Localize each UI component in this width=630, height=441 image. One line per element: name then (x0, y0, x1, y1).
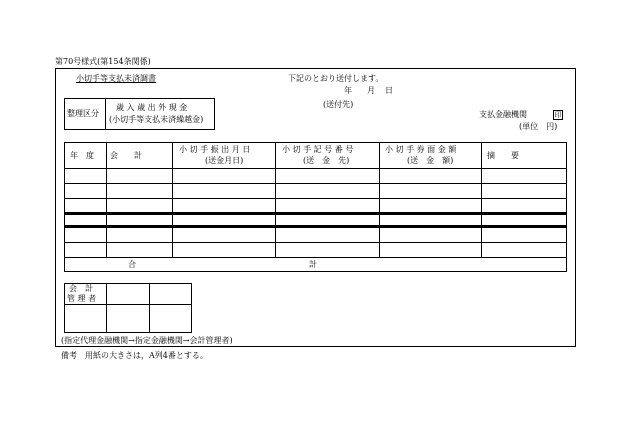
classification-line2: (小切手等支払未済繰越金) (109, 115, 204, 124)
col-check-amount: 小 切 手 券 面 金 額 (385, 145, 457, 154)
break-line-top (64, 212, 567, 215)
sent-notice: 下記のとおり送付します。 (288, 74, 384, 83)
form-title: 第70号様式(第154条関係) (55, 57, 151, 66)
col-check-date-sub: (送金月日) (205, 156, 244, 165)
col-check-number-sub: (送 金 先) (303, 156, 350, 165)
sender-label: (送付先) (323, 100, 354, 109)
col-summary: 摘 要 (487, 151, 519, 160)
col-year: 年 度 (70, 151, 94, 160)
total-label-left: 合 (128, 260, 136, 269)
manager-label-1: 会 計 (69, 284, 93, 293)
routing-note: (指定代理金融機関→指定金融機関→会計管理者) (61, 336, 233, 345)
document-title: 小切手等支払未済調書 (76, 74, 156, 83)
remarks-note: 備考 用紙の大きさは，A列4番とする。 (61, 351, 208, 360)
year-label: 年 (344, 86, 352, 95)
total-label-right: 計 (309, 260, 317, 269)
classification-label: 整理区分 (67, 109, 99, 118)
month-label: 月 (367, 86, 375, 95)
unit-label: (単位 円) (519, 122, 558, 131)
day-label: 日 (385, 86, 393, 95)
seal-mark: 印 (554, 111, 562, 119)
payer-bank-label: 支払金融機関 (479, 110, 527, 119)
classification-line1: 歳 入 歳 出 外 現 金 (116, 103, 188, 112)
col-account: 会 計 (110, 151, 142, 160)
col-check-number: 小 切 手 記 号 番 号 (282, 145, 354, 154)
manager-label-2: 管 理 者 (67, 294, 97, 303)
col-check-date: 小 切 手 振 出 月 日 (179, 145, 251, 154)
col-check-amount-sub: (送 金 額) (407, 156, 454, 165)
break-line-bottom (64, 225, 567, 228)
